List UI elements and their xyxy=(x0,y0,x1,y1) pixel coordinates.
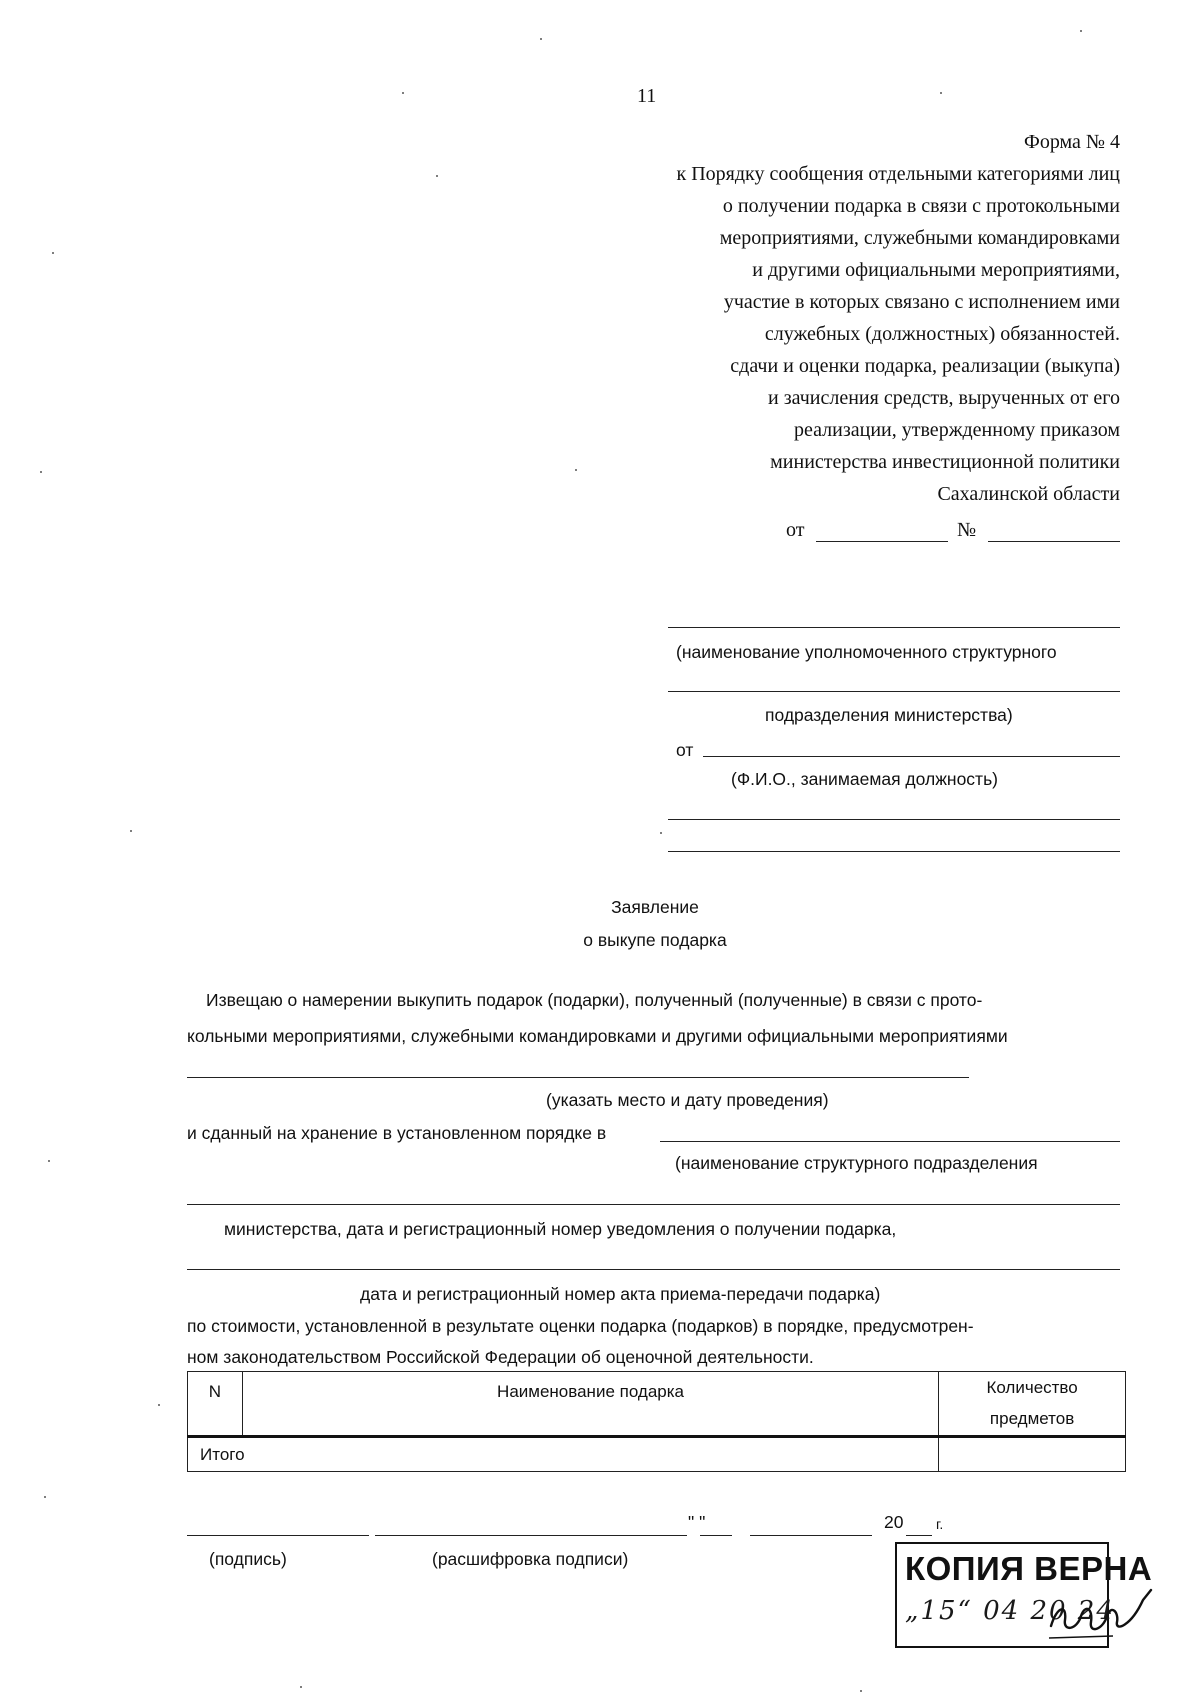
header-cell-quantity: Количество предметов xyxy=(939,1372,1126,1437)
caption-signature-decode: (расшифровка подписи) xyxy=(432,1549,629,1569)
applicant-caption: (Ф.И.О., занимаемая должность) xyxy=(731,769,999,789)
caption-unit: (наименование структурного подразделения xyxy=(675,1153,1038,1173)
scan-speck xyxy=(940,92,942,94)
signature-field[interactable] xyxy=(187,1535,369,1536)
year-suffix: г. xyxy=(936,1516,944,1532)
order-line: реализации, утвержденному приказом xyxy=(794,419,1120,441)
order-line: и другими официальными мероприятиями, xyxy=(752,259,1120,281)
scan-speck xyxy=(158,1404,160,1406)
order-line: служебных (должностных) обязанностей. xyxy=(764,323,1120,345)
total-quantity-cell[interactable] xyxy=(939,1437,1126,1472)
from-label: от xyxy=(676,740,694,760)
addressee-caption-unit: (наименование уполномоченного структурного xyxy=(676,642,1057,662)
storage-unit-field[interactable] xyxy=(660,1141,1120,1142)
order-line: о получении подарка в связи с протокольными xyxy=(722,195,1120,217)
form-number: Форма № 4 xyxy=(1024,131,1120,153)
scan-speck xyxy=(40,471,42,473)
year-prefix: 20 xyxy=(884,1512,904,1532)
addressee-unit-field-2[interactable] xyxy=(668,691,1120,692)
body-line: кольными мероприятиями, служебными командировками и другими официальными мероприятиями xyxy=(187,1026,1008,1046)
table-row-total xyxy=(188,1437,1126,1472)
date-quote: " " xyxy=(688,1512,706,1532)
caption-act: дата и регистрационный номер акта приема-передачи подарка) xyxy=(360,1284,881,1304)
stamp-date: „15“ 04 20 24 xyxy=(905,1596,1115,1626)
date-year-field[interactable] xyxy=(906,1535,932,1536)
scan-speck xyxy=(44,1496,46,1498)
copy-certified-stamp xyxy=(895,1542,1153,1648)
notification-field[interactable] xyxy=(187,1204,1120,1205)
body-line: ном законодательством Российской Федерации об оценочной деятельности. xyxy=(187,1347,814,1367)
scan-speck xyxy=(1080,30,1082,32)
caption-place-date: (указать место и дату проведения) xyxy=(546,1090,829,1110)
applicant-position-field-1[interactable] xyxy=(668,819,1120,820)
date-day-field[interactable] xyxy=(700,1535,732,1536)
order-number-label: № xyxy=(957,519,977,541)
stamp-title: КОПИЯ ВЕРНА xyxy=(905,1550,1153,1587)
scan-speck xyxy=(436,175,438,177)
act-field[interactable] xyxy=(187,1269,1120,1270)
gift-table xyxy=(187,1371,1126,1472)
body-line: по стоимости, установленной в результате оценки подарка (подарков) в порядке, предусмотрен- xyxy=(187,1316,974,1336)
scan-speck xyxy=(130,830,132,832)
applicant-name-field[interactable] xyxy=(703,756,1120,757)
order-line: к Порядку сообщения отдельными категориями лиц xyxy=(676,163,1120,185)
scan-speck xyxy=(402,92,404,94)
scan-speck xyxy=(540,38,542,40)
addressee-unit-field-1[interactable] xyxy=(668,627,1120,628)
scan-speck xyxy=(48,1160,50,1162)
page-number: 11 xyxy=(637,85,657,107)
order-date-label: от xyxy=(786,519,805,541)
event-place-date-field[interactable] xyxy=(187,1077,969,1078)
handwritten-signature-icon xyxy=(1047,1586,1157,1646)
document-title: Заявление xyxy=(611,897,699,917)
order-date-field[interactable] xyxy=(816,541,948,542)
scan-speck xyxy=(860,1690,862,1692)
scan-speck xyxy=(52,252,54,254)
document-subtitle: о выкупе подарка xyxy=(583,930,727,950)
total-label-cell[interactable]: Итого xyxy=(188,1437,939,1472)
date-month-field[interactable] xyxy=(750,1535,872,1536)
signature-decode-field[interactable] xyxy=(375,1535,687,1536)
stored-label: и сданный на хранение в установленном порядке в xyxy=(187,1123,607,1143)
order-line: министерства инвестиционной политики xyxy=(770,451,1120,473)
order-line: участие в которых связано с исполнением ими xyxy=(723,291,1120,313)
scan-speck xyxy=(575,469,577,471)
order-line: Сахалинской области xyxy=(937,483,1120,505)
scan-speck xyxy=(660,832,662,834)
caption-signature: (подпись) xyxy=(209,1549,287,1569)
header-cell-name: Наименование подарка xyxy=(242,1372,938,1437)
order-line: и зачисления средств, вырученных от его xyxy=(768,387,1120,409)
header-cell-number: N xyxy=(188,1372,243,1437)
scan-speck xyxy=(300,1686,302,1688)
order-number-field[interactable] xyxy=(988,541,1120,542)
order-line: мероприятиями, служебными командировками xyxy=(719,227,1120,249)
body-line: Извещаю о намерении выкупить подарок (подарки), полученный (полученные) в связи с прото- xyxy=(206,990,983,1010)
applicant-position-field-2[interactable] xyxy=(668,851,1120,852)
addressee-caption-ministry: подразделения министерства) xyxy=(765,705,1013,725)
caption-ministry-notification: министерства, дата и регистрационный номер уведомления о получении подарка, xyxy=(224,1219,897,1239)
order-line: сдачи и оценки подарка, реализации (выкупа) xyxy=(730,355,1120,377)
table-header-row xyxy=(188,1372,1126,1437)
